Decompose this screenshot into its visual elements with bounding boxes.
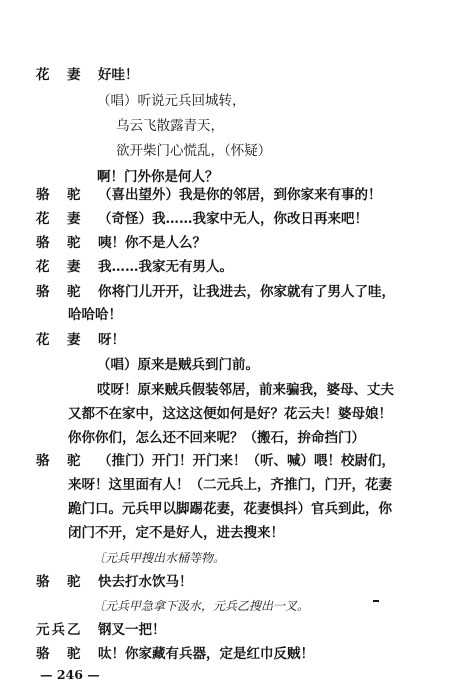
dialogue-line: 好哇！ xyxy=(98,67,139,83)
page-number: — 246 — xyxy=(40,667,100,682)
speaker-label: 骆 驼 xyxy=(36,453,83,469)
speaker-label: 元兵乙 xyxy=(36,622,83,638)
song-line: （唱）听说元兵回城转， xyxy=(97,93,246,109)
dialogue-line: 哈哈哈！ xyxy=(68,307,122,323)
dialogue-line: 你将门儿开开，让我进去，你家就有了男人了哇， xyxy=(98,284,395,300)
speaker-label: 花 妻 xyxy=(36,259,83,275)
song-line: 欲开柴门心慌乱，（怀疑） xyxy=(116,143,272,159)
speaker-label: 花 妻 xyxy=(36,332,83,348)
dialogue-line: 快去打水饮马！ xyxy=(98,574,193,590)
dialogue-line: 呀！ xyxy=(98,332,125,348)
dialogue-line: 啊！门外你是何人？ xyxy=(97,169,219,185)
speaker-label: 花 妻 xyxy=(36,67,83,83)
speaker-label: 骆 驼 xyxy=(36,235,83,251)
dialogue-line: （喜出望外）我是你的邻居，到你家来有事的！ xyxy=(98,187,382,203)
stage-direction: 〔元兵甲急拿下汲水，元兵乙搜出一叉。 xyxy=(93,599,310,613)
dialogue-line: 咦！你不是人么？ xyxy=(98,235,206,251)
speaker-label: 骆 驼 xyxy=(36,284,83,300)
dialogue-line: （推门）开门！开门来！（听、喊）喂！校尉们， xyxy=(98,453,395,469)
dialogue-line: 你你你们，怎么还不回来呢？（搬石，拚命挡门） xyxy=(68,430,365,446)
stray-ink-mark xyxy=(373,600,379,602)
song-line: 乌云飞散露青天， xyxy=(116,118,224,134)
speaker-label: 花 妻 xyxy=(36,211,83,227)
dialogue-line: 来呀！这里面有人！（二元兵上，齐推门，门开，花妻 xyxy=(68,477,392,493)
dialogue-line: 呔！你家藏有兵器，定是红巾反贼！ xyxy=(98,646,314,662)
stage-direction: 〔元兵甲搜出水桶等物。 xyxy=(93,551,226,565)
dialogue-line: 钢叉一把！ xyxy=(98,622,166,638)
dialogue-line: 又都不在家中，这这这便如何是好？花云夫！婆母娘！ xyxy=(68,406,392,422)
dialogue-line: 哎呀！原来贼兵假装邻居，前来骗我，婆母、丈夫 xyxy=(97,382,394,398)
song-line: （唱）原来是贼兵到门前。 xyxy=(97,357,259,373)
speaker-label: 骆 驼 xyxy=(36,646,83,662)
speaker-label: 骆 驼 xyxy=(36,187,83,203)
dialogue-line: 跪门口。元兵甲以脚踢花妻，花妻惧抖）官兵到此，你 xyxy=(68,501,392,517)
dialogue-line: 我……我家无有男人。 xyxy=(98,259,233,275)
dialogue-line: （奇怪）我……我家中无人，你改日再来吧！ xyxy=(98,211,368,227)
dialogue-line: 闭门不开，定不是好人，进去搜来！ xyxy=(68,525,284,541)
speaker-label: 骆 驼 xyxy=(36,574,83,590)
